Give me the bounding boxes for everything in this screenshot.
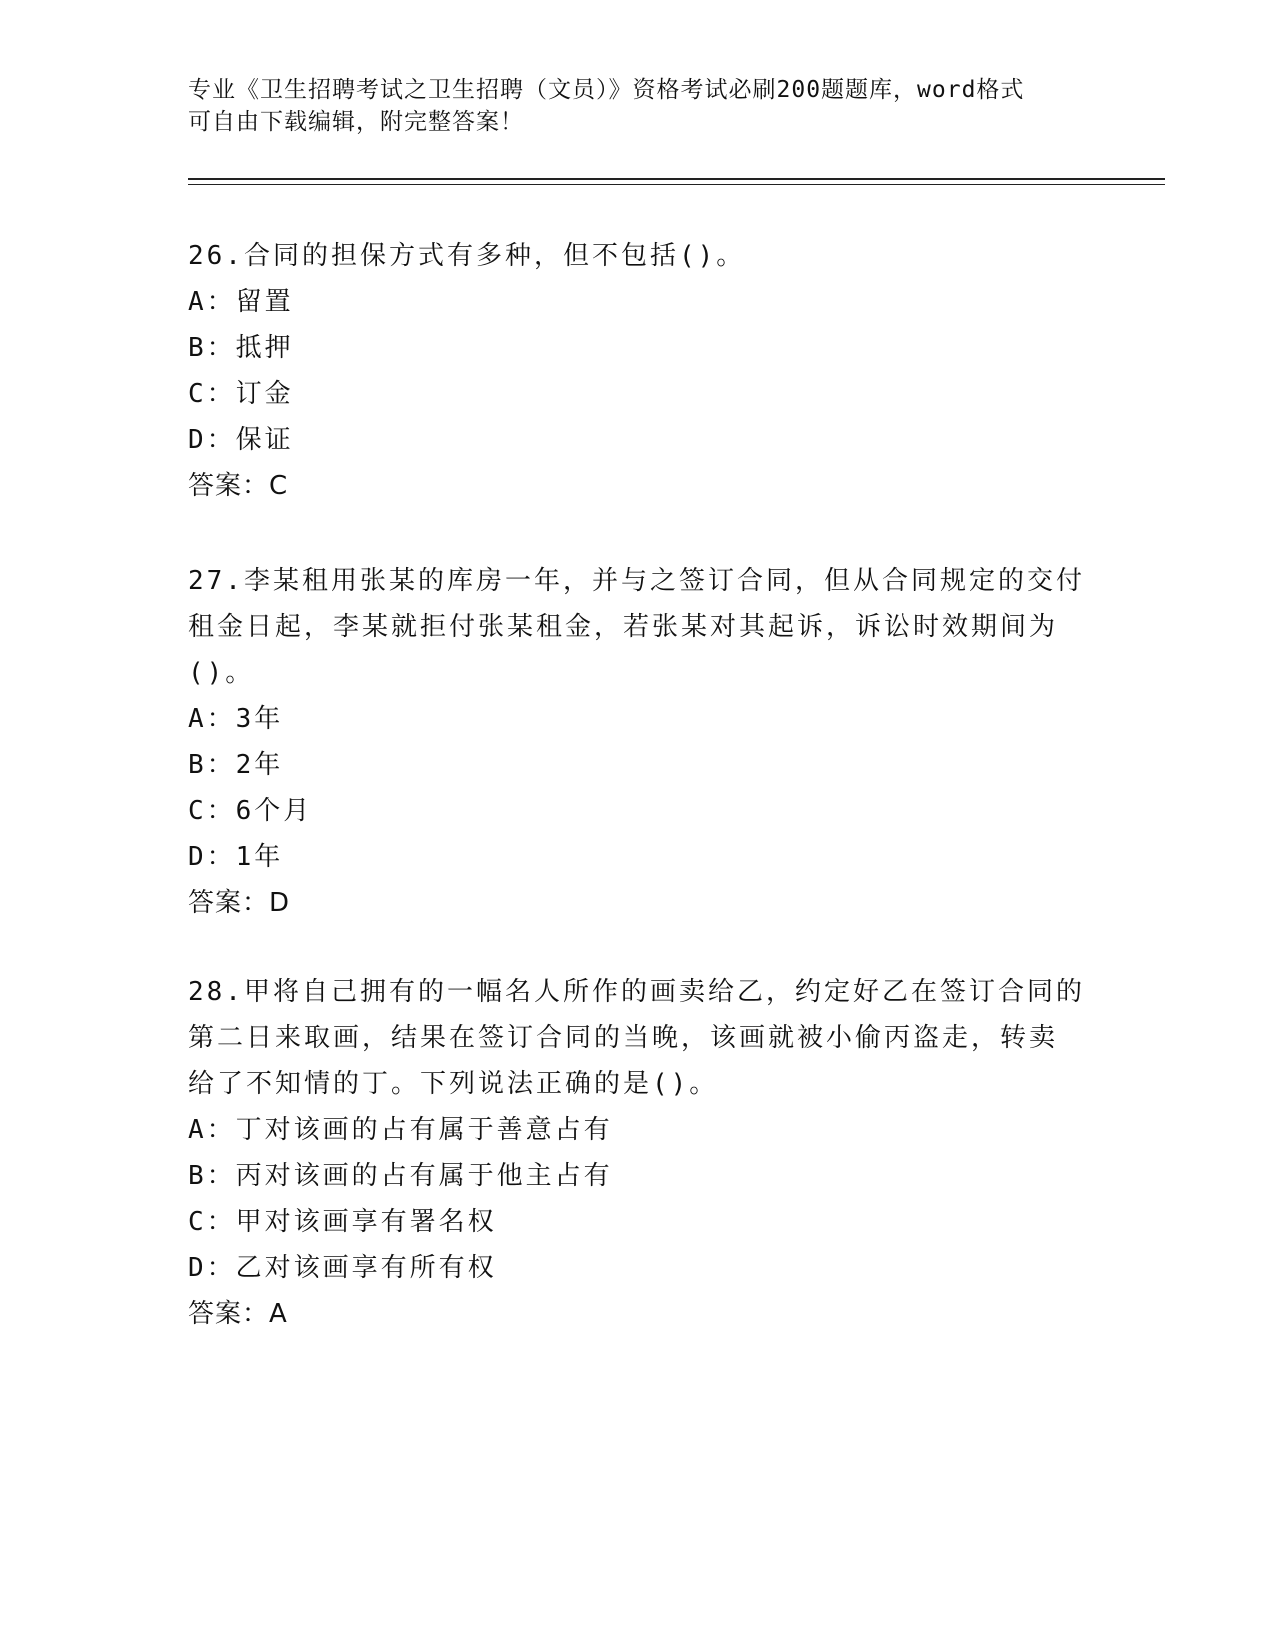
question-text-line-2: 第二日来取画，结果在签订合同的当晚，该画就被小偷丙盗走，转卖 <box>188 1023 1059 1053</box>
option-d: D：保证 <box>188 425 294 455</box>
question-text-line-3: ()。 <box>188 658 255 688</box>
option-b: B：丙对该画的占有属于他主占有 <box>188 1161 613 1191</box>
option-b: B：2年 <box>188 750 284 780</box>
question-27 <box>188 558 1088 926</box>
question-text: 26.合同的担保方式有多种，但不包括()。 <box>188 241 746 271</box>
header-divider-thin <box>188 184 1165 185</box>
header-line-2: 可自由下载编辑，附完整答案！ <box>188 109 524 135</box>
question-text-line-3: 给了不知情的丁。下列说法正确的是()。 <box>188 1069 719 1099</box>
option-a: A：3年 <box>188 704 284 734</box>
option-a: A：丁对该画的占有属于善意占有 <box>188 1115 613 1145</box>
question-text-line-1: 28.甲将自己拥有的一幅名人所作的画卖给乙，约定好乙在签订合同的 <box>188 977 1085 1007</box>
option-c: C：订金 <box>188 379 294 409</box>
question-26 <box>188 233 1088 509</box>
question-text-line-1: 27.李某租用张某的库房一年，并与之签订合同，但从合同规定的交付 <box>188 566 1085 596</box>
answer: 答案：A <box>188 1299 288 1329</box>
option-d: D：1年 <box>188 842 284 872</box>
option-d: D：乙对该画享有所有权 <box>188 1253 497 1283</box>
option-b: B：抵押 <box>188 333 294 363</box>
option-c: C：甲对该画享有署名权 <box>188 1207 497 1237</box>
answer: 答案：D <box>188 888 291 918</box>
document-header <box>188 74 1088 138</box>
option-c: C：6个月 <box>188 796 313 826</box>
option-a: A：留置 <box>188 287 294 317</box>
header-line-1: 专业《卫生招聘考试之卫生招聘（文员）》资格考试必刷200题题库，word格式 <box>188 77 1025 103</box>
question-28 <box>188 969 1088 1337</box>
header-divider-thick <box>188 178 1165 180</box>
question-text-line-2: 租金日起，李某就拒付张某租金，若张某对其起诉，诉讼时效期间为 <box>188 612 1059 642</box>
answer: 答案：C <box>188 471 289 501</box>
